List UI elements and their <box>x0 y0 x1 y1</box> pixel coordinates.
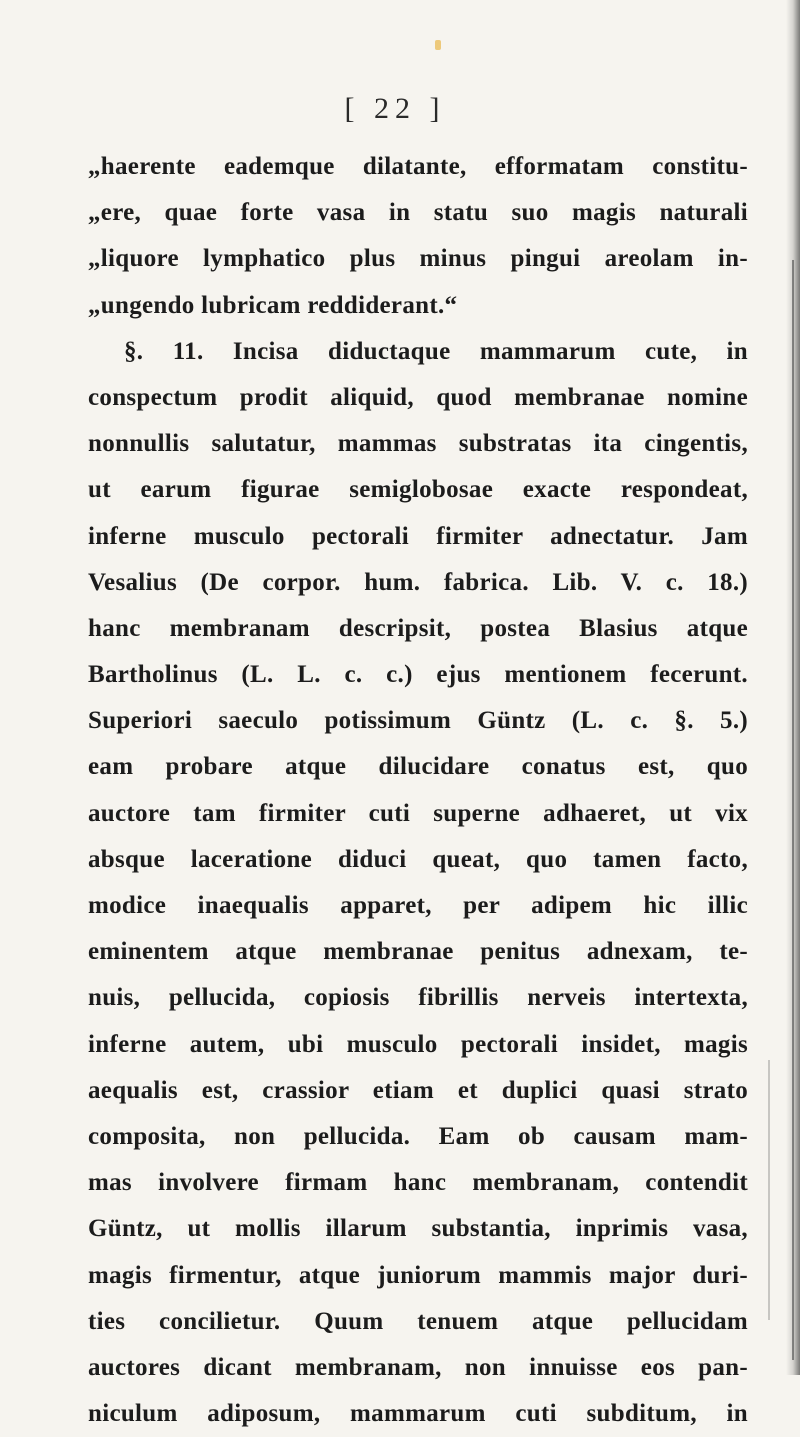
text-line: magis firmentur, atque juniorum mammis major duri- <box>88 1261 748 1289</box>
text-line: §. 11. Incisa diductaque mammarum cute, in <box>124 337 748 365</box>
text-line: eam probare atque dilucidare conatus est, quo <box>88 753 748 781</box>
scan-edge-line <box>792 260 794 1360</box>
text-line: nuis, pellucida, copiosis fibrillis nerveis intertexta, <box>88 984 748 1012</box>
text-line: auctore tam firmiter cuti superne adhaeret, ut vix <box>88 799 748 827</box>
text-line: Güntz, ut mollis illarum substantia, inprimis vasa, <box>88 1215 748 1243</box>
text-line: eminentem atque membranae penitus adnexam, te- <box>88 938 748 966</box>
text-line: inferne musculo pectorali firmiter adnectatur. Jam <box>88 522 748 550</box>
text-line: Superiori saeculo potissimum Güntz (L. c. §. 5.) <box>88 707 748 735</box>
text-line: „ungendo lubricam reddiderant.“ <box>88 291 458 319</box>
text-line: composita, non pellucida. Eam ob causam mam- <box>88 1122 748 1150</box>
text-line: ut earum figurae semiglobosae exacte respondeat, <box>88 476 748 504</box>
text-line: Vesalius (De corpor. hum. fabrica. Lib. V. c. 18.) <box>88 568 748 596</box>
ink-mark <box>435 40 441 50</box>
text-line: „haerente eademque dilatante, efformatam constitu- <box>88 153 748 180</box>
body-text <box>88 144 748 1437</box>
text-line: conspectum prodit aliquid, quod membranae nomine <box>88 383 748 411</box>
text-line: Bartholinus (L. L. c. c.) ejus mentionem fecerunt. <box>88 661 748 689</box>
scan-edge-line <box>768 1060 770 1320</box>
text-line: nonnullis salutatur, mammas substratas ita cingentis, <box>88 430 748 458</box>
text-line: hanc membranam descripsit, postea Blasius atque <box>88 614 748 642</box>
text-line: auctores dicant membranam, non innuisse eos pan- <box>88 1353 748 1381</box>
text-line: ties concilietur. Quum tenuem atque pellucidam <box>88 1307 748 1335</box>
text-line: „liquore lymphatico plus minus pingui areolam in- <box>88 245 748 273</box>
page-number: [ 22 ] <box>344 92 446 125</box>
text-line: „ere, quae forte vasa in statu suo magis naturali <box>88 199 748 227</box>
text-line: niculum adiposum, mammarum cuti subditum, in <box>88 1400 748 1428</box>
text-line: inferne autem, ubi musculo pectorali insidet, magis <box>88 1030 748 1058</box>
text-line: modice inaequalis apparet, per adipem hic illic <box>88 892 748 919</box>
text-line: mas involvere firmam hanc membranam, contendit <box>88 1169 748 1197</box>
text-line: absque laceratione diduci queat, quo tamen facto, <box>88 845 748 873</box>
text-line: aequalis est, crassior etiam et duplici quasi strato <box>88 1076 748 1104</box>
